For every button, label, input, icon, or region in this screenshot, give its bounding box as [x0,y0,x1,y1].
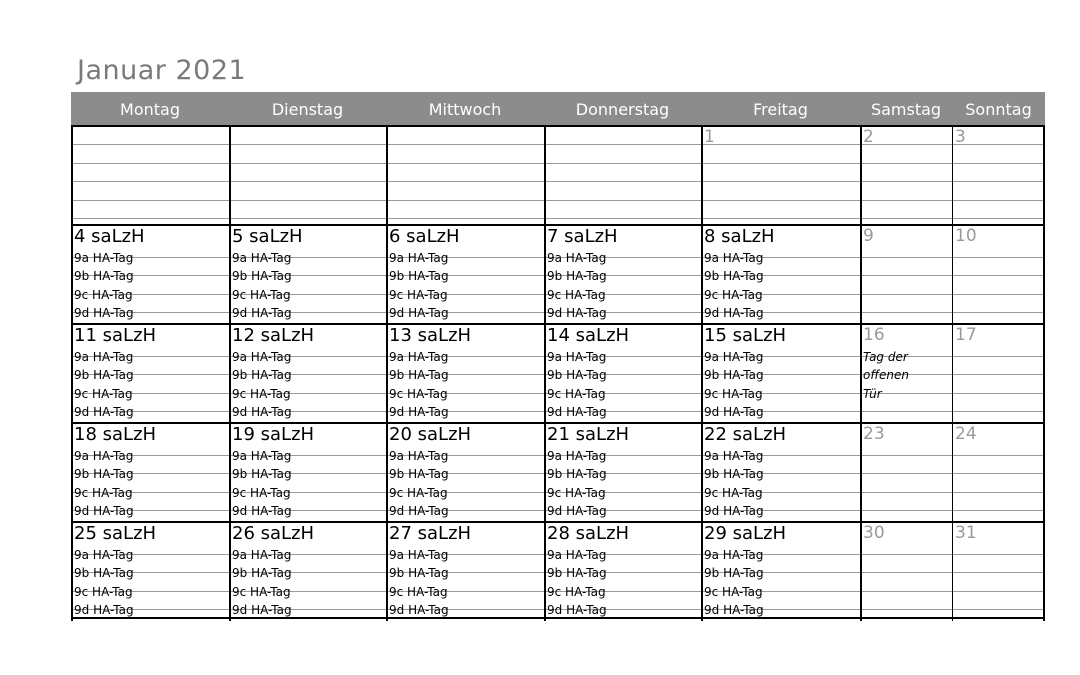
day-cell[interactable] [701,422,860,521]
day-number: 13 saLzH [389,325,472,346]
row-divider [386,163,544,164]
class-entry: 9a HA-Tag [547,548,607,562]
class-entry: 9a HA-Tag [74,350,134,364]
row-divider [952,572,1045,573]
day-number: 28 saLzH [547,523,630,544]
day-cell[interactable] [860,521,952,619]
row-divider [860,572,952,573]
class-entry: 9c HA-Tag [704,288,763,302]
class-entry: 9c HA-Tag [232,486,291,500]
day-cell[interactable] [860,224,952,323]
class-entry: 9c HA-Tag [704,387,763,401]
row-divider [386,144,544,145]
row-divider [71,218,229,219]
day-number: 21 saLzH [547,424,630,445]
row-divider [860,181,952,182]
weekday-montag: Montag [120,100,180,119]
class-entry: 9b HA-Tag [704,467,764,481]
class-entry: 9d HA-Tag [389,306,449,320]
row-divider [860,411,952,412]
class-entry: 9d HA-Tag [74,306,134,320]
column-border [386,125,388,621]
day-cell[interactable] [229,323,386,422]
row-divider [952,591,1045,592]
class-entry: 9b HA-Tag [389,368,449,382]
calendar-grid [71,125,1045,621]
class-entry: 9c HA-Tag [389,585,448,599]
day-number: 26 saLzH [232,523,315,544]
day-number: 23 [863,424,885,444]
class-entry: 9c HA-Tag [389,387,448,401]
day-cell[interactable] [386,521,544,619]
row-divider [860,275,952,276]
row-divider [860,609,952,610]
class-entry: 9d HA-Tag [547,306,607,320]
class-entry: 9d HA-Tag [547,405,607,419]
class-entry: 9d HA-Tag [547,504,607,518]
day-cell[interactable] [952,422,1045,521]
day-cell[interactable] [701,521,860,619]
class-entry: 9b HA-Tag [704,269,764,283]
day-cell[interactable] [229,125,386,224]
class-entry: 9d HA-Tag [74,603,134,617]
day-cell[interactable] [544,323,701,422]
row-divider [860,163,952,164]
day-number: 2 [863,127,874,147]
class-entry: 9d HA-Tag [389,405,449,419]
day-cell[interactable] [71,422,229,521]
week-border [71,521,1045,523]
class-entry: 9b HA-Tag [74,467,134,481]
week-border [71,125,1045,127]
class-entry: 9c HA-Tag [704,486,763,500]
class-entry: 9d HA-Tag [389,603,449,617]
weekday-dienstag: Dienstag [271,100,344,119]
day-number: 27 saLzH [389,523,472,544]
week-border [71,224,1045,226]
class-entry: 9c HA-Tag [547,585,606,599]
day-cell[interactable] [544,125,701,224]
day-cell[interactable] [386,323,544,422]
weekday-mittwoch: Mittwoch [428,100,502,119]
class-entry: 9d HA-Tag [232,306,292,320]
class-entry: 9c HA-Tag [232,585,291,599]
class-entry: 9b HA-Tag [389,566,449,580]
day-number: 12 saLzH [232,325,315,346]
row-divider [701,163,860,164]
row-divider [952,609,1045,610]
row-divider [952,257,1045,258]
class-entry: 9a HA-Tag [232,251,292,265]
day-number: 16 [863,325,885,345]
row-divider [229,163,386,164]
calendar-title: Januar 2021 [77,55,247,86]
day-number: 10 [955,226,977,246]
row-divider [952,294,1045,295]
day-cell[interactable] [860,422,952,521]
row-divider [544,200,701,201]
column-border [952,125,953,621]
class-entry: 9a HA-Tag [389,548,449,562]
row-divider [544,181,701,182]
day-number: 3 [955,127,966,147]
row-divider [229,218,386,219]
row-divider [860,473,952,474]
class-entry: 9a HA-Tag [74,251,134,265]
row-divider [860,218,952,219]
row-divider [544,163,701,164]
row-divider [860,312,952,313]
day-cell[interactable] [860,125,952,224]
class-entry: 9b HA-Tag [74,269,134,283]
row-divider [952,144,1045,145]
class-entry: 9b HA-Tag [74,566,134,580]
row-divider [860,257,952,258]
class-entry: 9d HA-Tag [704,603,764,617]
row-divider [952,411,1045,412]
class-entry: 9b HA-Tag [547,467,607,481]
class-entry: 9d HA-Tag [232,603,292,617]
class-entry: 9c HA-Tag [74,486,133,500]
class-entry: 9a HA-Tag [547,350,607,364]
row-divider [952,200,1045,201]
column-border [701,125,703,621]
class-entry: 9b HA-Tag [74,368,134,382]
week-border [71,422,1045,424]
class-entry: 9b HA-Tag [389,467,449,481]
row-divider [952,374,1045,375]
day-cell[interactable] [386,224,544,323]
row-divider [701,200,860,201]
row-divider [860,455,952,456]
row-divider [952,510,1045,511]
day-cell[interactable] [952,224,1045,323]
day-number: 22 saLzH [704,424,787,445]
row-divider [71,144,229,145]
class-entry: 9c HA-Tag [547,387,606,401]
day-cell[interactable] [544,224,701,323]
row-divider [952,554,1045,555]
day-cell[interactable] [544,521,701,619]
row-divider [701,181,860,182]
row-divider [229,200,386,201]
row-divider [952,163,1045,164]
row-divider [952,312,1045,313]
class-entry: 9a HA-Tag [232,449,292,463]
class-entry: 9b HA-Tag [704,368,764,382]
day-number: 18 saLzH [74,424,157,445]
day-cell[interactable] [229,422,386,521]
row-divider [860,554,952,555]
class-entry: 9a HA-Tag [547,449,607,463]
day-number: 5 saLzH [232,226,303,247]
row-divider [860,492,952,493]
row-divider [544,144,701,145]
weekday-donnerstag: Donnerstag [575,100,670,119]
class-entry: 9b HA-Tag [232,566,292,580]
class-entry: 9a HA-Tag [704,449,764,463]
day-number: 19 saLzH [232,424,315,445]
column-border [860,125,862,621]
class-entry: 9a HA-Tag [389,449,449,463]
day-cell[interactable] [71,521,229,619]
column-border [544,125,546,621]
class-entry: 9d HA-Tag [232,405,292,419]
day-cell[interactable] [701,125,860,224]
row-divider [952,356,1045,357]
day-cell[interactable] [71,125,229,224]
weekday-freitag: Freitag [753,100,808,119]
day-cell[interactable] [71,224,229,323]
class-entry: 9c HA-Tag [389,288,448,302]
row-divider [386,181,544,182]
class-entry: 9a HA-Tag [232,350,292,364]
class-entry: 9a HA-Tag [389,251,449,265]
day-number: 8 saLzH [704,226,775,247]
class-entry: 9c HA-Tag [74,288,133,302]
class-entry: 9a HA-Tag [704,350,764,364]
day-cell[interactable] [952,323,1045,422]
class-entry: 9d HA-Tag [704,504,764,518]
column-border [1043,125,1045,621]
class-entry: 9a HA-Tag [232,548,292,562]
day-number: 9 [863,226,874,246]
class-entry: 9c HA-Tag [232,387,291,401]
class-entry: 9c HA-Tag [547,288,606,302]
class-entry: 9d HA-Tag [547,603,607,617]
class-entry: 9b HA-Tag [232,269,292,283]
class-entry: 9a HA-Tag [547,251,607,265]
class-entry: 9b HA-Tag [704,566,764,580]
row-divider [71,200,229,201]
row-divider [701,218,860,219]
row-divider [952,473,1045,474]
weekday-sonntag: Sonntag [965,100,1032,119]
column-border [71,125,73,621]
row-divider [229,144,386,145]
week-border [71,617,1045,619]
class-entry: 9c HA-Tag [704,585,763,599]
class-entry: 9d HA-Tag [74,504,134,518]
day-cell[interactable] [386,422,544,521]
row-divider [71,181,229,182]
day-number: 11 saLzH [74,325,157,346]
row-divider [952,455,1045,456]
day-cell[interactable] [952,521,1045,619]
class-entry: 9b HA-Tag [232,467,292,481]
class-entry: 9c HA-Tag [547,486,606,500]
day-cell[interactable] [860,323,952,422]
event-note: offenen [863,368,909,382]
class-entry: 9d HA-Tag [74,405,134,419]
day-number: 24 [955,424,977,444]
weekday-samstag: Samstag [870,100,942,119]
row-divider [701,144,860,145]
class-entry: 9b HA-Tag [547,368,607,382]
day-number: 7 saLzH [547,226,618,247]
day-number: 1 [704,127,715,147]
day-number: 29 saLzH [704,523,787,544]
day-number: 30 [863,523,885,543]
row-divider [71,163,229,164]
class-entry: 9d HA-Tag [389,504,449,518]
class-entry: 9d HA-Tag [704,405,764,419]
day-number: 14 saLzH [547,325,630,346]
event-note: Tür [863,387,882,401]
row-divider [860,294,952,295]
row-divider [860,510,952,511]
row-divider [860,200,952,201]
class-entry: 9b HA-Tag [547,269,607,283]
row-divider [952,181,1045,182]
class-entry: 9c HA-Tag [389,486,448,500]
class-entry: 9d HA-Tag [232,504,292,518]
class-entry: 9b HA-Tag [547,566,607,580]
day-cell[interactable] [229,224,386,323]
class-entry: 9c HA-Tag [232,288,291,302]
class-entry: 9a HA-Tag [704,251,764,265]
day-number: 4 saLzH [74,226,145,247]
class-entry: 9b HA-Tag [232,368,292,382]
day-cell[interactable] [71,323,229,422]
weekday-header [71,92,1045,125]
day-cell[interactable] [386,125,544,224]
class-entry: 9c HA-Tag [74,585,133,599]
row-divider [386,218,544,219]
row-divider [952,492,1045,493]
day-cell[interactable] [544,422,701,521]
row-divider [544,218,701,219]
class-entry: 9c HA-Tag [74,387,133,401]
day-number: 31 [955,523,977,543]
class-entry: 9a HA-Tag [74,449,134,463]
event-note: Tag der [863,350,908,364]
row-divider [229,181,386,182]
class-entry: 9d HA-Tag [704,306,764,320]
row-divider [860,591,952,592]
row-divider [952,393,1045,394]
day-number: 6 saLzH [389,226,460,247]
day-number: 20 saLzH [389,424,472,445]
class-entry: 9a HA-Tag [704,548,764,562]
row-divider [952,275,1045,276]
day-cell[interactable] [701,323,860,422]
row-divider [952,218,1045,219]
day-cell[interactable] [701,224,860,323]
class-entry: 9a HA-Tag [389,350,449,364]
day-number: 25 saLzH [74,523,157,544]
week-border [71,323,1045,325]
day-number: 15 saLzH [704,325,787,346]
column-border [229,125,231,621]
day-cell[interactable] [952,125,1045,224]
class-entry: 9a HA-Tag [74,548,134,562]
day-number: 17 [955,325,977,345]
class-entry: 9b HA-Tag [389,269,449,283]
day-cell[interactable] [229,521,386,619]
row-divider [386,200,544,201]
